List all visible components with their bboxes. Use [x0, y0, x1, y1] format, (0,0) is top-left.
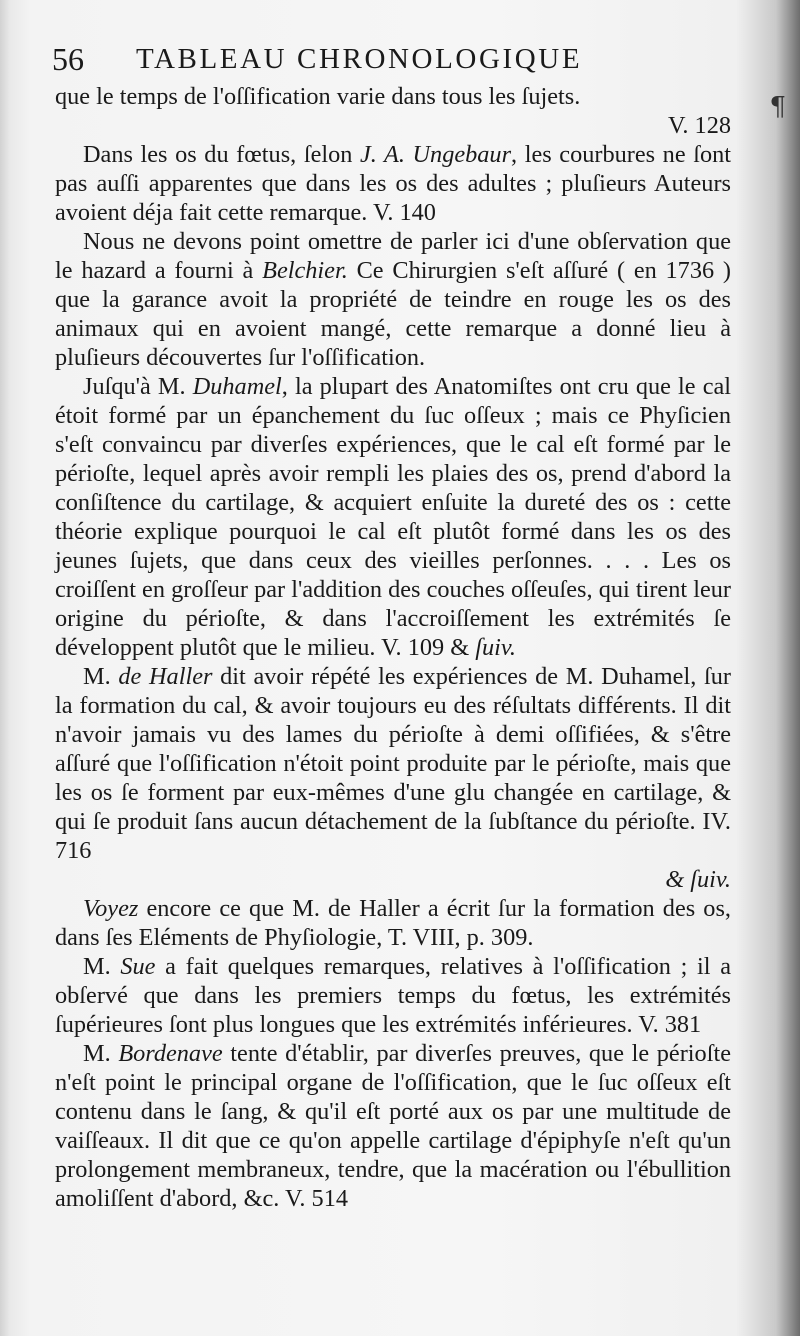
volume-ref: V. 381 [638, 1011, 702, 1038]
author-name: Bordenave [118, 1040, 223, 1067]
paragraph-haller: M. de Haller dit avoir répété les expériences de M. Duhamel, ſur la formation du cal, & avoir toujours eu des réſultats différents. Il dit n'avoir jamais vu des lames du périoſte à demi oſſifiées, & s'être aſſuré que l'oſſification n'étoit point produite par le périoſte, mais que les os ſe forment par eux-mêmes d'une glu changée en cartilage, & qui ſe produit ſans aucun détachement de la ſubſtance du périoſte. IV. 716 [55, 663, 731, 864]
reference-line: & ſuiv. [665, 866, 731, 893]
author-name: J. A. Ungebaur [360, 141, 512, 168]
paragraph-bordenave: M. Bordenave tente d'établir, par diverſes preuves, que le périoſte n'eſt point le principal organe de l'oſſification, que le ſuc oſſeux eſt contenu dans le ſang, & qu'il eſt porté aux os par une multitude de vaiſſeaux. Il dit que ce qu'on appelle cartilage d'épiphyſe n'eſt qu'un prolongement membraneux, tendre, que la macération ou l'ébullition amoliſſent d'abord, &c. V. 514 [55, 1040, 731, 1212]
body-text [55, 82, 731, 1213]
paragraph-continuation: que le temps de l'oſſification varie dans tous les ſujets. [55, 83, 581, 110]
paragraph-sue: M. Sue a fait quelques remarques, relatives à l'oſſification ; il a obſervé que dans les premiers temps du fœtus, les extrémités ſupérieures ſont plus longues que les extrémités inférieures. V. 381 [55, 953, 731, 1038]
page-header [44, 40, 744, 78]
paragraph-voyez: Voyez encore ce que M. de Haller a écrit ſur la formation des os, dans ſes Eléments de Phyſiologie, T. VIII, p. 309. [55, 895, 731, 951]
paragraph-ungebaur: Dans les os du fœtus, ſelon J. A. Ungebaur, les courbures ne ſont pas auſſi apparentes que dans les os des adultes ; pluſieurs Auteurs avoient déja fait cette remarque. V. 140 [55, 141, 731, 226]
author-name: de Haller [118, 663, 213, 690]
margin-mark-icon: ¶ [769, 92, 786, 122]
page-number: 56 [52, 41, 84, 77]
author-name: Duhamel [192, 373, 282, 400]
paragraph-belchier: Nous ne devons point omettre de parler ici d'une obſervation que le hazard a fourni à Belchier. Ce Chirurgien s'eſt aſſuré ( en 1736 ) que la garance avoit la propriété de teindre en rouge les os des animaux qui en avoient mangé, cette remarque a donné lieu à pluſieurs découvertes ſur l'oſſification. [55, 228, 732, 371]
author-name: Belchier. [262, 257, 348, 284]
volume-ref: V. 140 [372, 199, 436, 226]
volume-ref: V. 514 [284, 1185, 348, 1212]
author-name: Sue [120, 953, 156, 980]
reference-line: V. 128 [667, 112, 731, 139]
cross-reference: Voyez [83, 895, 139, 922]
paragraph-duhamel: Juſqu'à M. Duhamel, la plupart des Anatomiſtes ont cru que le cal étoit formé par un épanchement du ſuc oſſeux ; mais ce Phyſicien s'eſt convaincu par diverſes expériences, que le cal eſt formé par le périoſte, lequel après avoir rempli les plaies des os, prend d'abord la conſiſtence du cartilage, & acquiert enſuite la dureté des os : cette théorie explique pourquoi le cal eſt plutôt formé dans les os des jeunes ſujets, que dans ceux des vieilles perſonnes. . . . Les os croiſſent en groſſeur par l'addition des couches oſſeuſes, qui tirent leur origine du périoſte, & dans l'accroiſſement les extrémités ſe développent plutôt que le milieu. V. 109 & ſuiv. [55, 373, 732, 661]
running-title: TABLEAU CHRONOLOGIQUE [136, 43, 583, 75]
